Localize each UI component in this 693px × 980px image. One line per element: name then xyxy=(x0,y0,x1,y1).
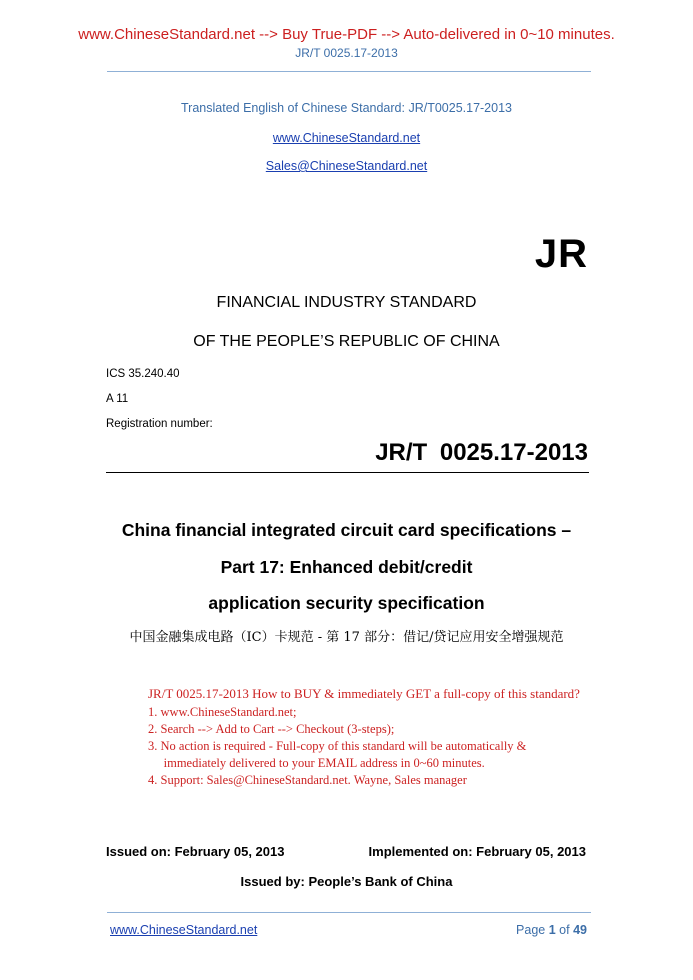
page-indicator xyxy=(516,923,587,937)
buy-step[interactable]: 1. www.ChineseStandard.net; xyxy=(148,705,297,719)
page-of-label: of xyxy=(559,923,570,937)
translation-note: Translated English of Chinese Standard: JR/T0025.17-2013 xyxy=(181,101,512,115)
buy-step: 2. Search --> Add to Cart --> Checkout (3-steps); xyxy=(148,722,395,736)
title-line-2: Part 17: Enhanced debit/credit xyxy=(220,557,473,577)
page-current: 1 xyxy=(548,923,556,937)
standard-logo: JR xyxy=(534,232,588,276)
buy-step: immediately delivered to your EMAIL address in 0~60 minutes. xyxy=(148,756,485,770)
buy-instructions xyxy=(148,686,608,789)
website-link-container xyxy=(0,129,693,147)
standard-type-line2: OF THE PEOPLE’S REPUBLIC OF CHINA xyxy=(193,333,500,350)
standard-type-line1: FINANCIAL INDUSTRY STANDARD xyxy=(216,294,477,311)
standard-number: JR/T 0025.17-2013 xyxy=(375,439,588,466)
title-line-3: application security specification xyxy=(208,593,485,613)
email-link-container xyxy=(0,157,693,175)
buy-step: 3. No action is required - Full-copy of this standard will be automatically & xyxy=(148,739,527,753)
standard-number-divider xyxy=(106,472,589,473)
title-line-1: China financial integrated circuit card specifications – xyxy=(121,520,572,540)
email-link[interactable]: Sales@ChineseStandard.net xyxy=(265,159,428,173)
implemented-date: Implemented on: February 05, 2013 xyxy=(368,844,586,859)
page-label: Page xyxy=(516,923,546,937)
chinese-title: 中国金融集成电路（IC）卡规范 - 第 17 部分：借记/贷记应用安全增强规范 xyxy=(129,630,564,645)
page-total: 49 xyxy=(573,923,587,937)
buy-step: 4. Support: Sales@ChineseStandard.net. Wayne, Sales manager xyxy=(148,773,467,787)
header-banner[interactable]: www.ChineseStandard.net --> Buy True-PDF --> Auto-delivered in 0~10 minutes. xyxy=(78,26,615,43)
ics-code: ICS 35.240.40 xyxy=(106,368,180,380)
issued-date: Issued on: February 05, 2013 xyxy=(106,844,285,859)
header-divider xyxy=(107,71,591,72)
website-link[interactable]: www.ChineseStandard.net xyxy=(272,131,421,145)
issuing-authority: Issued by: People’s Bank of China xyxy=(240,874,453,889)
footer-website-link[interactable]: www.ChineseStandard.net xyxy=(110,923,258,937)
classification-code: A 11 xyxy=(106,393,129,405)
header-standard-code: JR/T 0025.17-2013 xyxy=(295,46,398,60)
buy-steps-list xyxy=(148,704,608,789)
buy-instructions-title[interactable]: JR/T 0025.17-2013 How to BUY & immediately GET a full-copy of this standard? xyxy=(148,686,580,701)
footer-divider xyxy=(107,912,591,913)
registration-number-label: Registration number: xyxy=(106,418,213,430)
